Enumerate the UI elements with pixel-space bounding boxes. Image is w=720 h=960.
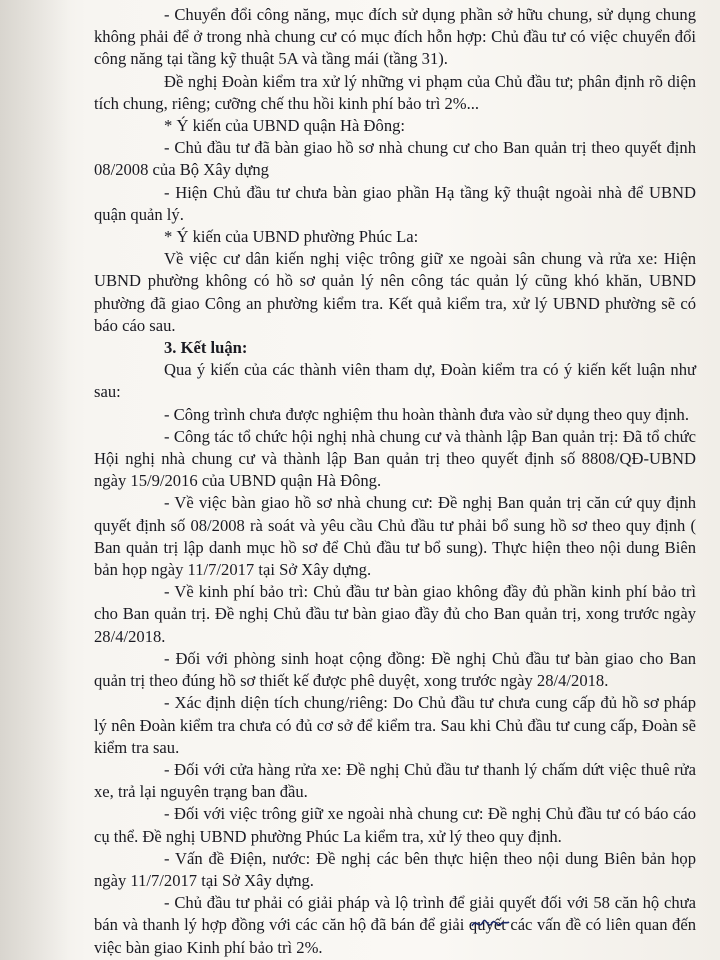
paragraph-common-private-area: - Xác định diện tích chung/riêng: Do Chủ đầu tư chưa cung cấp đủ hồ sơ pháp lý nên Đoàn kiểm tra chưa có đủ cơ sở để kiểm tra. Sau khi Chủ đầu tư cung cấp, Đoàn sẽ kiểm tra sau. bbox=[94, 693, 696, 757]
page-shadow bbox=[0, 0, 70, 960]
heading-ward-opinion: * Ý kiến của UBND phường Phúc La: bbox=[164, 227, 419, 247]
paragraph-electricity-water: - Vấn đề Điện, nước: Đề nghị các bên thực hiện theo nội dung Biên bản họp ngày 11/7/2017 tại Sở Xây dựng. bbox=[94, 848, 696, 890]
paragraph-change-function: - Chuyển đổi công năng, mục đích sử dụng phần sở hữu chung, sử dụng chung không phải để ở trong nhà chung cư có mục đích hỗn hợp: Chủ đầu tư có việc chuyển đổi công năng tại tầng kỹ thuật 5A và tầng mái (tầng 31). bbox=[94, 5, 696, 69]
paragraph-car-wash: - Đối với cửa hàng rửa xe: Đề nghị Chủ đầu tư thanh lý chấm dứt việc thuê rửa xe, trả lại nguyên trạng ban đầu. bbox=[94, 759, 696, 802]
paragraph-request-handle-violations: Đề nghị Đoàn kiểm tra xử lý những vi phạm của Chủ đầu tư; phân định rõ diện tích chung, riêng; cưỡng chế thu hồi kinh phí bảo trì 2%... bbox=[94, 71, 696, 113]
paragraph-unsold-apartments: - Chủ đầu tư phải có giải pháp và lộ trình để giải quyết đối với 58 căn hộ chưa bán và thanh lý hợp đồng với các căn hộ đã bán để giải quyết các vấn đề có liên quan đến việc bàn giao Kinh phí bảo trì 2%. bbox=[94, 893, 696, 957]
heading-conclusion: 3. Kết luận: bbox=[164, 338, 248, 358]
paragraph-outdoor-parking: - Đối với việc trông giữ xe ngoài nhà chung cư: Đề nghị Chủ đầu tư có báo cáo cụ thể. Đề nghị UBND phường Phúc La kiểm tra, xử lý theo quy định. bbox=[94, 804, 696, 846]
handwritten-mark bbox=[470, 912, 510, 934]
paragraph-infrastructure: - Hiện Chủ đầu tư chưa bàn giao phần Hạ tầng kỹ thuật ngoài nhà để UBND quận quản lý. bbox=[94, 182, 696, 224]
paragraph-handover-records: - Chủ đầu tư đã bàn giao hồ sơ nhà chung cư cho Ban quản trị theo quyết định 08/2008 của Bộ Xây dựng bbox=[94, 138, 696, 180]
paragraph-records-handover: - Về việc bàn giao hồ sơ nhà chung cư: Đề nghị Ban quản trị căn cứ quy định quyết định số 08/2008 rà soát và yêu cầu Chủ đầu tư phải bổ sung hồ sơ theo quy định ( Ban quản trị lập danh mục hồ sơ để Chủ đầu tư bổ sung). Thực hiện theo nội dung Biên bản họp ngày 11/7/2017 tại Sở Xây dựng. bbox=[94, 493, 696, 580]
paragraph-maintenance-fund: - Về kinh phí bảo trì: Chủ đầu tư bàn giao không đầy đủ phần kinh phí bảo trì cho Ban quản trị. Đề nghị Chủ đầu tư bàn giao đầy đủ cho Ban quản trị, xong trước ngày 28/4/2018. bbox=[94, 582, 696, 646]
paragraph-conclusion-intro: Qua ý kiến của các thành viên tham dự, Đoàn kiểm tra có ý kiến kết luận như sau: bbox=[94, 360, 696, 402]
paragraph-parking-washing: Về việc cư dân kiến nghị việc trông giữ xe ngoài sân chung và rửa xe: Hiện UBND phường không có hồ sơ quản lý nên công tác quản lý cũng khó khăn, UBND phường đã giao Công an phường kiểm tra. Kết quả kiểm tra, xử lý UBND phường sẽ có báo cáo sau. bbox=[94, 249, 696, 335]
paragraph-not-accepted: - Công trình chưa được nghiệm thu hoàn thành đưa vào sử dụng theo quy định. bbox=[164, 404, 689, 424]
paragraph-community-room: - Đối với phòng sinh hoạt cộng đồng: Đề nghị Chủ đầu tư bàn giao cho Ban quản trị theo đúng hồ sơ thiết kế được phê duyệt, xong trước ngày 28/4/2018. bbox=[94, 648, 696, 691]
heading-district-opinion: * Ý kiến của UBND quận Hà Đông: bbox=[164, 116, 406, 136]
paragraph-management-board: - Công tác tổ chức hội nghị nhà chung cư và thành lập Ban quản trị: Đã tổ chức Hội nghị nhà chung cư và thành lập Ban quản trị theo quyết định số 8808/QĐ-UBND ngày 15/9/2016 của UBND quận Hà Đông. bbox=[94, 426, 696, 491]
